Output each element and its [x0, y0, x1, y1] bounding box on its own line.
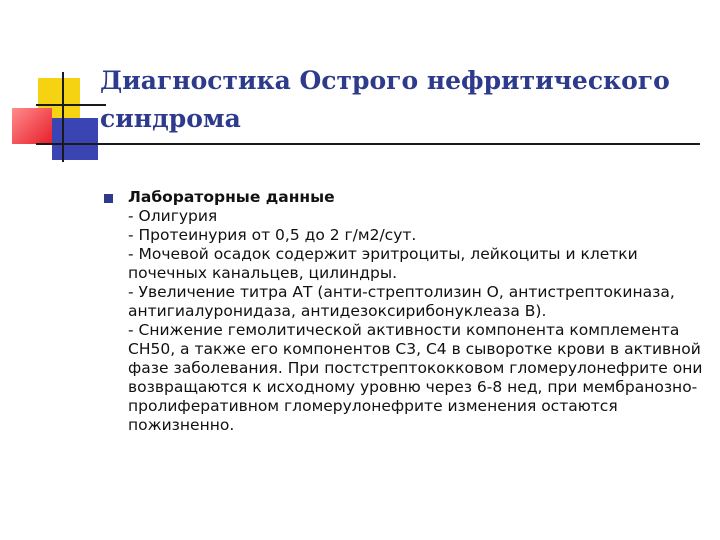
logo-horizontal-line [36, 104, 106, 106]
bullet-list [104, 188, 704, 435]
slide-title: Диагностика Острого нефритического синдрома [100, 66, 670, 133]
bullet-line-antibody-titer: - Увеличение титра АТ (анти-стрептолизин О, антистрептокиназа, антигиалуронидаза, антидезоксирибонуклеаза В). [128, 283, 675, 320]
bullet-line-sediment: - Мочевой осадок содержит эритроциты, лейкоциты и клетки почечных канальцев, цилиндры. [128, 245, 638, 282]
bullet-line-proteinuria: - Протеинурия от 0,5 до 2 г/м2/сут. [128, 226, 417, 244]
bullet-heading: Лабораторные данные [128, 188, 335, 206]
red-square [12, 108, 52, 144]
bullet-line-oliguria: - Олигурия [128, 207, 218, 225]
bullet-line-complement: - Снижение гемолитической активности компонента комплемента СН50, а также его компонентов С3, С4 в сыворотке крови в активной фазе заболевания. При постстрептококковом гломерулонефрите они возвращаются к исходному уровню через 6-8 нед, при мембранозно-пролиферативном гломерулонефрите изменения остаются пожизненно. [128, 321, 703, 434]
bullet-item [128, 188, 704, 435]
blue-square [52, 118, 98, 160]
title-underline [36, 143, 700, 145]
bullet-square-icon [104, 194, 113, 203]
logo-vertical-line [62, 72, 64, 162]
